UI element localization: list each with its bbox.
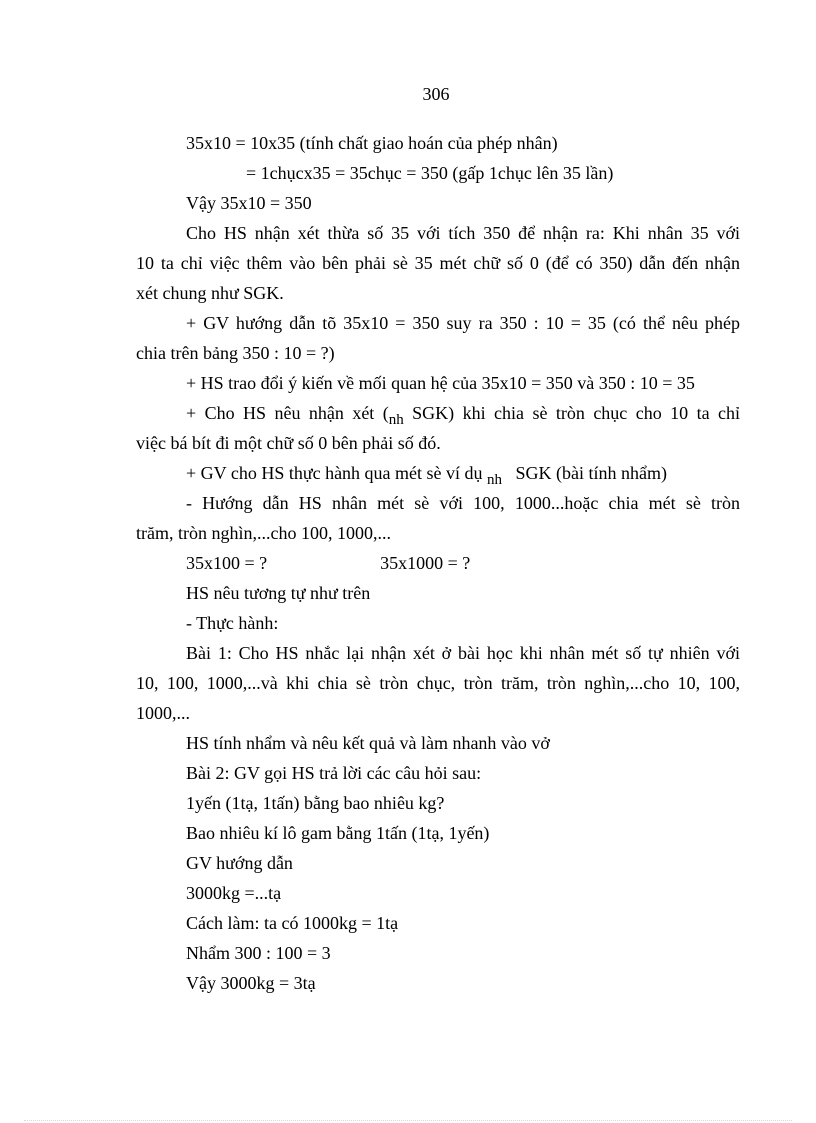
page-number: 306 [422,84,450,104]
text-segment: nh [487,472,503,488]
text-line: Vậy 35x10 = 350 [186,193,312,213]
text-line: + HS trao đổi ý kiến về mối quan hệ của 35x10 = 350 và 350 : 10 = 35 [186,373,695,393]
text-line [136,458,740,488]
footer-divider [24,1120,792,1121]
text-line: - Hướng dẫn HS nhân mét sè với 100, 1000...hoặc chia mét sè tròn [186,493,740,513]
text-line: 3000kg =...tạ [186,883,282,903]
document-body [136,128,740,998]
text-line: 1000,... [136,703,190,723]
text-line: HS nêu tương tự như trên [186,583,371,603]
text-line: Nhẩm 300 : 100 = 3 [186,943,331,963]
text-segment: + GV cho HS thực hành qua mét sè ví dụ [186,463,483,483]
text-line: 1yến (1tạ, 1tấn) bằng bao nhiêu kg? [186,793,445,813]
text-line: xét chung như SGK. [136,283,284,303]
text-segment: SGK) khi chia sè tròn chục cho 10 ta chỉ [412,403,740,423]
text-line [136,548,740,578]
text-line: GV hướng dẫn [186,853,293,873]
text-segment: 35x100 = ? [186,553,268,573]
text-line [136,398,740,428]
text-line: HS tính nhẩm và nêu kết quả và làm nhanh vào vở [186,733,550,753]
text-line: 35x10 = 10x35 (tính chất giao hoán của phép nhân) [186,133,558,153]
text-line: 10, 100, 1000,...và khi chia sè tròn chục, tròn trăm, tròn nghìn,...cho 10, 100, [136,673,740,693]
text-line: Bao nhiêu kí lô gam bằng 1tấn (1tạ, 1yến) [186,823,490,843]
text-line: Vậy 3000kg = 3tạ [186,973,316,993]
text-line: chia trên bảng 350 : 10 = ?) [136,343,335,363]
text-segment: 35x1000 = ? [380,553,471,573]
text-line: Bài 1: Cho HS nhắc lại nhận xét ở bài học khi nhân mét số tự nhiên với [186,643,740,663]
text-line: + GV hướng dẫn tõ 35x10 = 350 suy ra 350 : 10 = 35 (có thể nêu phép [186,313,740,333]
text-line: Cách làm: ta có 1000kg = 1tạ [186,913,399,933]
text-line: việc bá bít đi một chữ số 0 bên phải số đó. [136,433,441,453]
text-line: Bài 2: GV gọi HS trả lời các câu hỏi sau: [186,763,482,783]
text-segment: SGK (bài tính nhẩm) [515,463,668,483]
text-line: 10 ta chỉ việc thêm vào bên phải sè 35 mét chữ số 0 (để có 350) dẫn đến nhận [136,253,740,273]
text-line: Cho HS nhận xét thừa số 35 với tích 350 để nhận ra: Khi nhân 35 với [186,223,740,243]
text-line: - Thực hành: [186,613,279,633]
text-line: trăm, tròn nghìn,...cho 100, 1000,... [136,523,391,543]
text-segment: nh [388,412,404,428]
text-segment: + Cho HS nêu nhận xét ( [186,403,389,423]
text-line: = 1chụcx35 = 35chục = 350 (gấp 1chục lên 35 lần) [246,163,614,183]
